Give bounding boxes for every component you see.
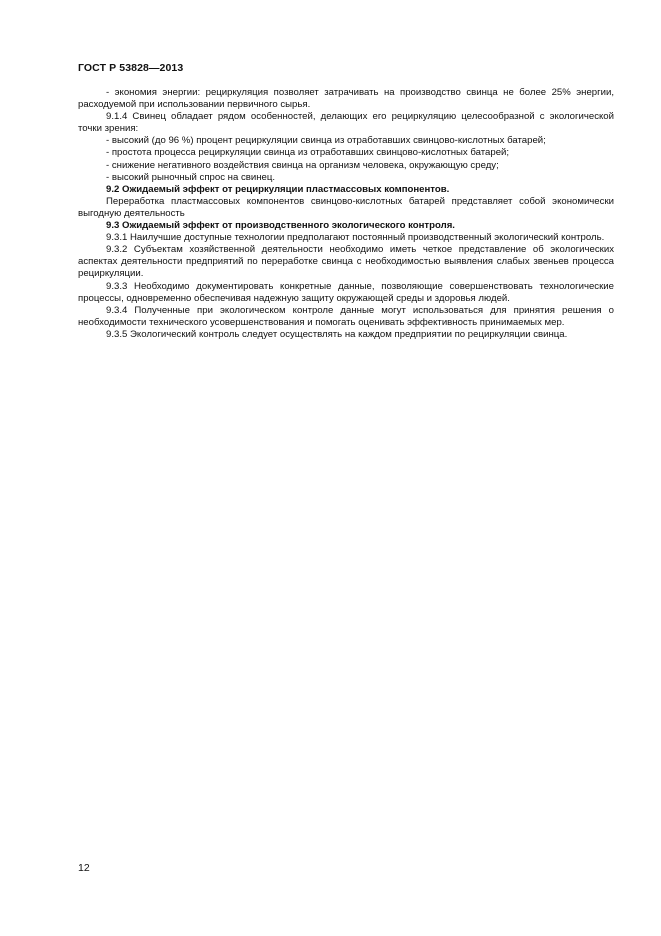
- section-heading: 9.2 Ожидаемый эффект от рециркуляции пластмассовых компонентов.: [106, 183, 450, 195]
- paragraph: 9.3.4 Полученные при экологическом контроле данные могут использоваться для принятия решения о необходимости технического усовершенствования и помогать оценивать эффективность принимаемых мер.: [78, 304, 614, 328]
- paragraph: - высокий рыночный спрос на свинец.: [106, 171, 276, 183]
- paragraph: 9.1.4 Свинец обладает рядом особенностей, делающих его рециркуляцию целесообразной с экологической точки зрения:: [78, 111, 614, 135]
- paragraph: 9.3.5 Экологический контроль следует осуществлять на каждом предприятии по рециркуляции свинца.: [106, 328, 568, 340]
- paragraph: 9.3.2 Субъектам хозяйственной деятельности необходимо иметь четкое представление об экологических аспектах деятельности предприятий по переработке свинца с необходимостью выявления слабых звеньев процесса рециркуляции.: [78, 244, 614, 280]
- paragraph: 9.3.1 Наилучшие доступные технологии предполагают постоянный производственный экологический контроль.: [106, 232, 605, 244]
- paragraph: - простота процесса рециркуляции свинца из отработавших свинцово-кислотных батарей;: [106, 147, 510, 159]
- paragraph: - снижение негативного воздействия свинца на организм человека, окружающую среду;: [106, 159, 499, 171]
- document-header: ГОСТ Р 53828—2013: [78, 62, 184, 74]
- section-heading: 9.3 Ожидаемый эффект от производственного экологического контроля.: [106, 220, 455, 232]
- paragraph: Переработка пластмассовых компонентов свинцово-кислотных батарей представляет собой экономически выгодную деятельность: [78, 195, 614, 219]
- paragraph: - высокий (до 96 %) процент рециркуляции свинца из отработавших свинцово-кислотных батарей;: [106, 135, 546, 147]
- paragraph: 9.3.3 Необходимо документировать конкретные данные, позволяющие совершенствовать технологические процессы, одновременно обеспечивая надежную защиту окружающей среды и здоровья людей.: [78, 280, 614, 304]
- page-number: 12: [78, 862, 90, 874]
- page-body: [78, 87, 614, 341]
- paragraph: - экономия энергии: рециркуляция позволяет затрачивать на производство свинца не более 25% энергии, расходуемой при использовании первичного сырья.: [78, 87, 614, 111]
